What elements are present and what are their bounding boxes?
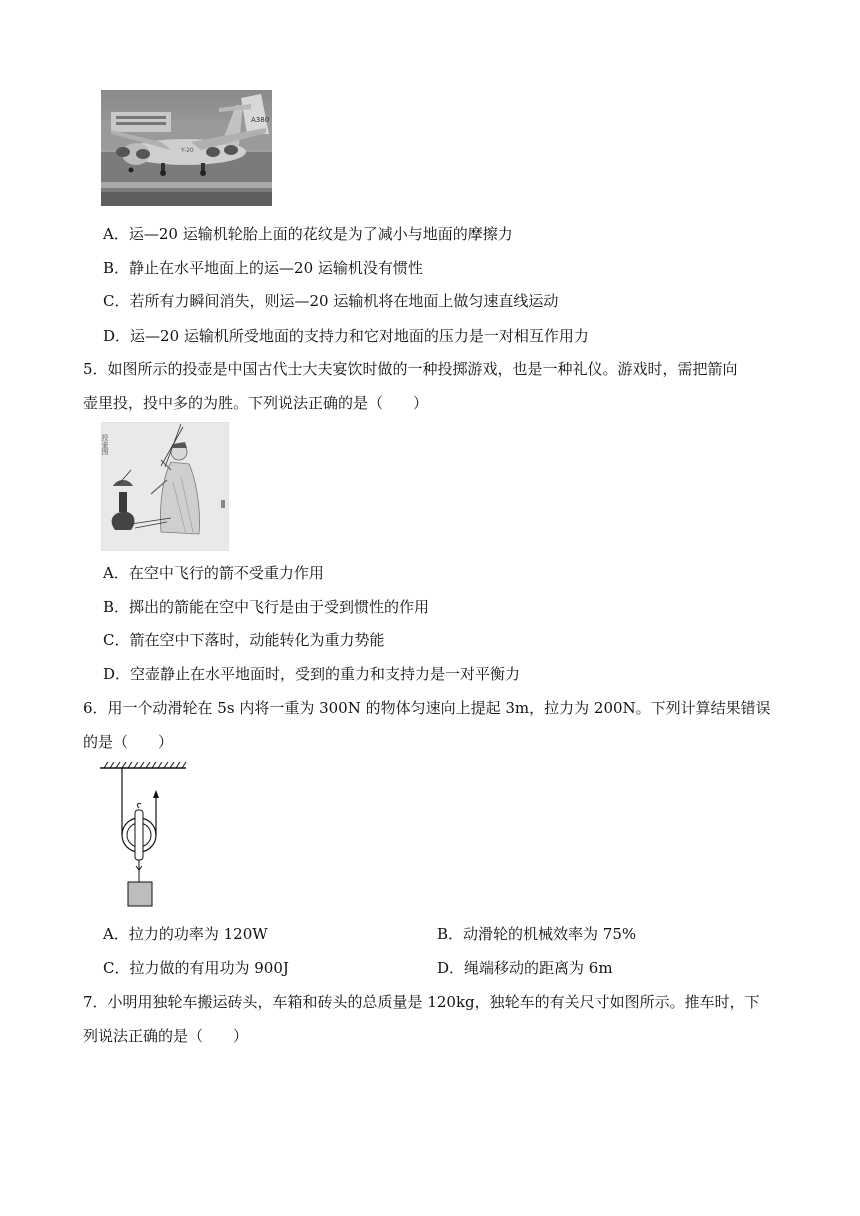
airplane-photo-drawing [101, 90, 272, 206]
pulley-diagram-drawing [98, 760, 188, 910]
q6-stem-line2: 的是（ ） [83, 733, 174, 751]
a380-tail-text: A380 [251, 116, 270, 124]
q5-option-a: A．在空中飞行的箭不受重力作用 [103, 564, 324, 582]
q6-option-c: C．拉力做的有用功为 900J [103, 959, 289, 977]
touhu-painting [101, 422, 229, 551]
q4-option-d: D．运—20 运输机所受地面的支持力和它对地面的压力是一对相互作用力 [103, 327, 589, 345]
q6-option-a: A．拉力的功率为 120W [103, 925, 268, 943]
q7-stem-line2: 列说法正确的是（ ） [83, 1027, 249, 1045]
touhu-painting-drawing [101, 422, 229, 551]
q5-option-d: D．空壶静止在水平地面时，受到的重力和支持力是一对平衡力 [103, 665, 521, 683]
q4-option-c: C．若所有力瞬间消失，则运—20 运输机将在地面上做匀速直线运动 [103, 292, 559, 310]
q7-stem-line1: 7．小明用独轮车搬运砖头，车箱和砖头的总质量是 120kg，独轮车的有关尺寸如图所示。推车时，下 [83, 993, 760, 1011]
y20-body-text: Y-20 [181, 147, 194, 154]
q6-stem-line1: 6．用一个动滑轮在 5s 内将一重为 300N 的物体匀速向上提起 3m，拉力为 200N。下列计算结果错误 [83, 699, 771, 717]
q5-stem-line1: 5．如图所示的投壶是中国古代士大夫宴饮时做的一种投掷游戏，也是一种礼仪。游戏时，需把箭向 [83, 360, 738, 378]
q5-option-c: C．箭在空中下落时，动能转化为重力势能 [103, 631, 385, 649]
q5-stem-line2: 壶里投，投中多的为胜。下列说法正确的是（ ） [83, 394, 429, 412]
q4-option-b: B．静止在水平地面上的运—20 运输机没有惯性 [103, 259, 423, 277]
pulley-diagram [98, 760, 188, 910]
q6-option-d: D．绳端移动的距离为 6m [437, 959, 613, 977]
q6-option-b: B．动滑轮的机械效率为 75% [437, 925, 637, 943]
q4-option-a: A．运—20 运输机轮胎上面的花纹是为了减小与地面的摩擦力 [103, 225, 513, 243]
painting-seal-text: 投壶图 [101, 434, 109, 455]
q5-option-b: B．掷出的箭能在空中飞行是由于受到惯性的作用 [103, 598, 430, 616]
airplane-photo [101, 90, 272, 206]
